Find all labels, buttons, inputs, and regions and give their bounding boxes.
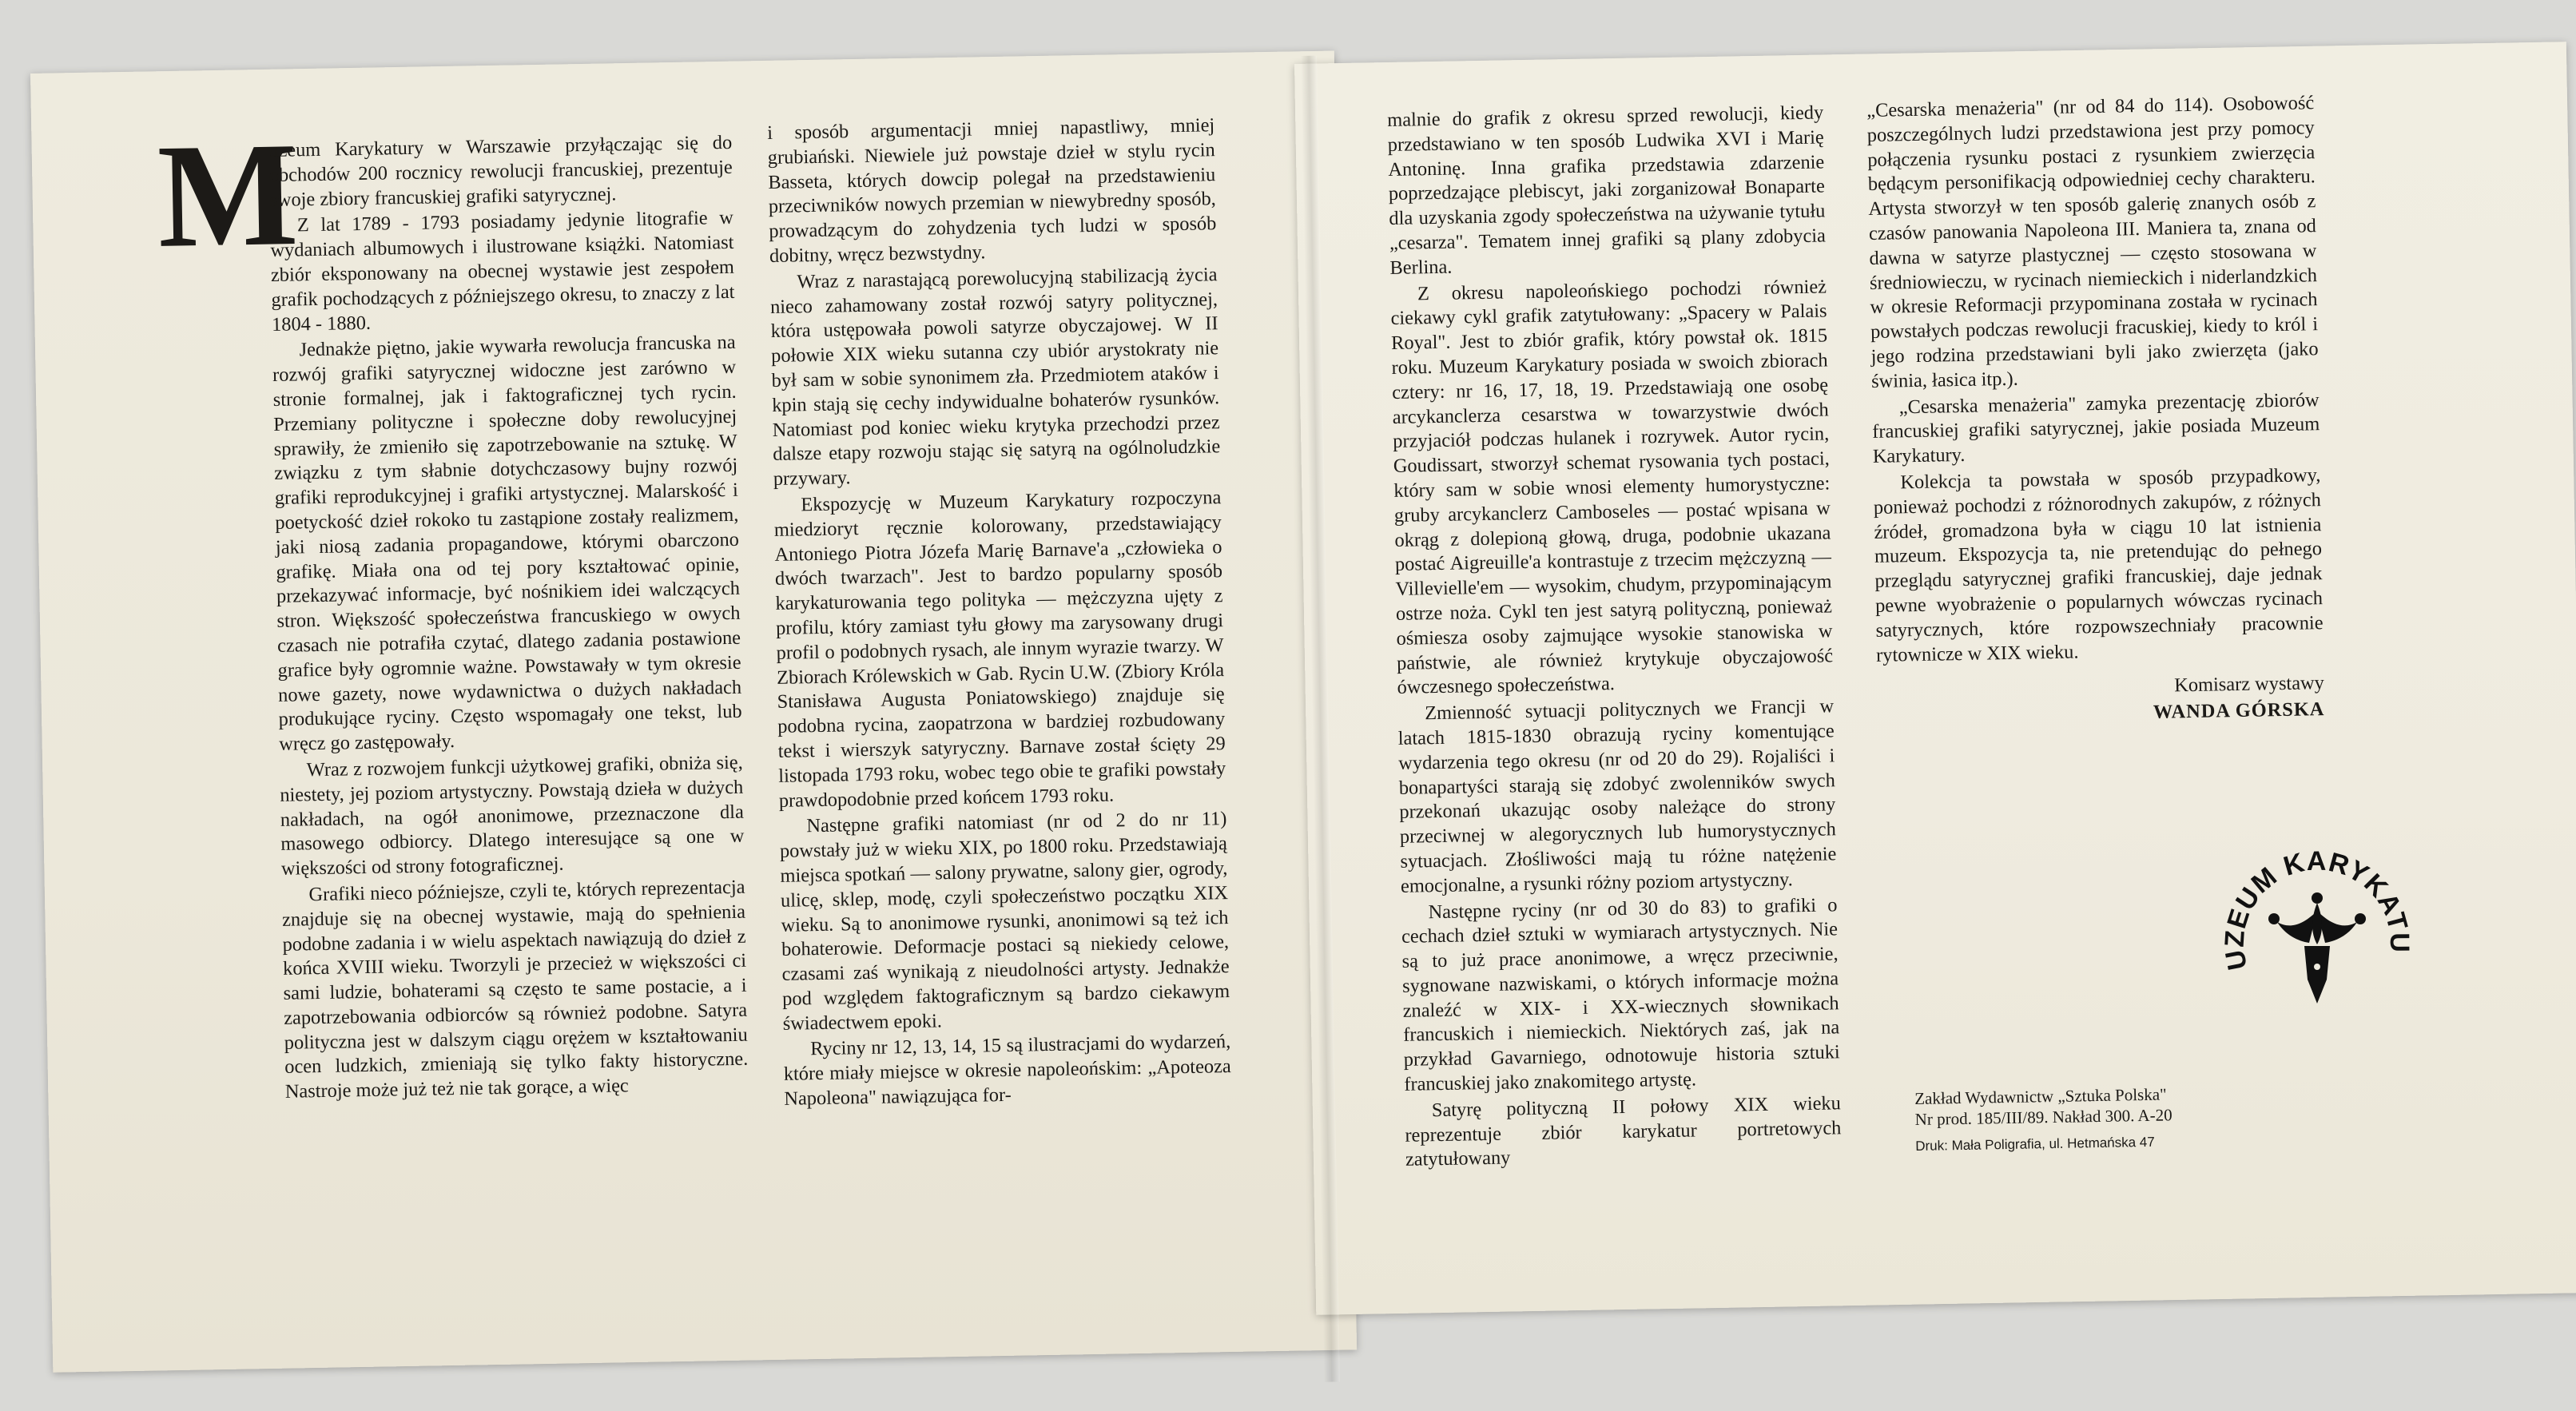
column-2 (767, 113, 1232, 1113)
logo-text: UZEUM KARYKATU (2221, 845, 2413, 973)
paragraph: Ekspozycję w Muzeum Karykatury rozpoczyna miedzioryt ręcznie kolorowany, przedstawiający Antoniego Piotra Józefa Marię Barnave'a „człowieka o dwóch twarzach". Jest to bardzo popularny sposób karykaturowania tego polityka — mężczyzna ujęty z profilu, który zamiast tyłu głowy ma zarysowany drugi profil o podobnych rysach, ale innym wyrazie twarzy. W Zbiorach Królewskich w Gab. Rycin U.W. (Zbiory Króla Stanisława Augusta Poniatowskiego) znajduje się podobna rycina, zaopatrzona w bardziej rozbudowany tekst i wierszyk satyryczny. Barnave został ścięty 29 listopada 1793 roku, wobec tego obie te grafiki powstały prawdopodobnie przed końcem 1793 roku. (773, 487, 1226, 812)
paragraph: „Cesarska menażeria" zamyka prezentację zbiorów francuskiej grafiki satyrycznej, jakie posiada Muzeum Karykatury. (1872, 388, 2320, 468)
jester-hat-pen-icon (2221, 839, 2413, 1047)
paragraph: uzeum Karykatury w Warszawie przyłączając się do obchodów 200 rocznicy rewolucji francuskiej, prezentuje swoje zbiory francuskiej grafiki satyrycznej. (268, 131, 733, 211)
paragraph: Kolekcja ta powstała w sposób przypadkowy, ponieważ pochodzi z różnorodnych zakupów, z różnych źródeł, gromadzona była w ciągu 10 lat istnienia muzeum. Ekspozycja ta, nie pretendując do pełnego przeglądu satyrycznej grafiki francuskiej, daje jednak pewne wyobrażenie o popularnych wówczas rycinach satyrycznych, które rozpowszechniały pracownie rytownicze w XIX wieku. (1873, 464, 2324, 666)
paragraph: Następne ryciny (nr od 30 do 83) to grafiki o cechach dzieł sztuki w wymiarach artystycznych. Nie są to już prace anonimowe, a wręcz przeciwnie, sygnowane nazwiskami, o których informacje można znaleźć w XIX- i XX-wiecznych słownikach francuskich i niemieckich. Niektórych zaś, jak na przykład Gavarniego, odnotowuje historia sztuki francuskiej jako znakomitego artystę. (1401, 893, 1840, 1095)
column-3 (1387, 101, 1842, 1175)
paragraph: Jednakże piętno, jakie wywarła rewolucja francuska na rozwój grafiki satyrycznej widoczne jest zarówno w stronie formalnej, jak i faktograficznej tych rycin. Przemiany polityczne i społeczne doby rewolucyjnej sprawiły, że zmieniło się zapotrzebowanie na sztukę. W związku z tym słabnie dotychczasowy bujny rozwój grafiki reprodukcyjnej i grafiki artystycznej. Malarskość i poetyckość dzieł rokoko tu zastąpione zostały realizmem, jaki niosą zadania propagandowe, którymi obarczono grafikę. Miała ona od tej pory kształtować opinie, przekazywać informacje, być nośnikiem idei walczących stron. Większość społeczeństwa francuskiego w owych czasach nie potrafiła czytać, dlatego zadania postawione grafice były ogromnie ważne. Powstawały w tym okresie nowe gazety, nowe wydawnictwa o dużych nakładach produkujące ryciny. Często wspomagały one tekst, lub wręcz go zastępowały. (272, 332, 742, 756)
paragraph: „Cesarska menażeria" (nr od 84 do 114). Osobowość poszczególnych ludzi przedstawiona jest przy pomocy połączenia rysunku postaci z rysunkiem zwierzęcia będącym personifikacją odpowiedniej cechy charakteru. Artysta stworzył w ten sposób galerię znanych osób z czasów panowania Napoleona III. Maniera ta, znana od dawna w satyrze plastycznej — często stosowana w średniowieczu, w rycinach niemieckich i niderlandzkich w okresie Reformacji przypominana została w rycinach powstałych podczas rewolucji fracuskiej, kiedy to król i jego rodzina przedstawiani byli jako zwierzęta (jako świnia, łasica itp.). (1866, 92, 2319, 392)
paragraph: malnie do grafik z okresu sprzed rewolucji, kiedy przedstawiano w ten sposób Ludwika XVI i Marię Antoninę. Inna grafika przedstawia zdarzenie poprzedzające plebiscyt, jaki zorganizował Bonaparte dla uzyskania zgody społeczeństwa na używanie tytułu „cesarza". Tematem innej grafiki są plany zdobycia Berlina. (1387, 101, 1827, 279)
imprint-printer: Druk: Mała Poligrafia, ul. Hetmańska 47 (1915, 1134, 2155, 1154)
paragraph: Satyrę polityczną II połowy XIX wieku reprezentuje zbiór karykatur portretowych zatytułowany (1405, 1092, 1842, 1171)
paragraph: Zmienność sytuacji politycznych we Francji w latach 1815-1830 obrazują ryciny komentujące wydarzenia tego okresu (nr od 20 do 29). Rojaliści i bonapartyści starają się zdobyć zwolenników swych przekonań ukazując osoby należące do strony przeciwnej w alegorycznych lub humorystycznych sytuacjach. Złośliwości mają tu różne natężenie emocjonalne, a rysunki różny poziom artystyczny. (1397, 695, 1837, 897)
signature-name: WANDA GÓRSKA (2153, 698, 2325, 723)
column-4 (1866, 91, 2325, 732)
museum-logo (2221, 839, 2413, 1047)
paragraph: Ryciny nr 12, 13, 14, 15 są ilustracjami do wydarzeń, które miały miejsce w okresie napoleońskim: „Apoteoza Napoleona" nawiązująca for- (783, 1031, 1231, 1110)
column-1 (268, 131, 749, 1107)
paragraph: Wraz z narastającą porewolucyjną stabilizacją życia nieco zahamowany został rozwój satyry politycznej, która ustępowała powoli satyrze obyczajowej. W II połowie XIX wieku sutanna czy ubiór arystokraty nie był sam w sobie synonimem zła. Przedmiotem ataków i kpin stają się cechy indywidualne bohaterów rysunków. Natomiast pod koniec wieku krytyka przechodzi przez dalsze etapy rozwoju stając się satyrą na ogólnoludzkie przywary. (769, 263, 1221, 491)
paragraph: Następne grafiki natomiast (nr od 2 do nr 11) powstały już w wieku XIX, po 1800 roku. Przedstawiają miejsca spotkań — salony prywatne, salony gier, ogrody, ulicę, sklep, modę, czyli społeczeństwo początku XIX wieku. Są to anonimowe rysunki, anonimowi są też ich bohaterowie. Deformacje postaci są niekiedy celowe, czasami zaś wynikają z nieudolności artysty. Jednakże pod względem faktograficznym są bardzo ciekawym świadectwem epoki. (779, 808, 1230, 1035)
imprint-production: Nr prod. 185/III/89. Nakład 300. A-20 (1914, 1105, 2173, 1129)
paragraph: Z okresu napoleońskiego pochodzi również ciekawy cykl grafik zatytułowany: „Spacery w Palais Royal". Jest to zbiór grafik, który powstał ok. 1815 roku. Muzeum Karykatury posiada w swoich zbiorach cztery: nr 16, 17, 18, 19. Przedstawiają one osobę arcykanclerza cesarstwa w towarzystwie dwóch przyjaciół podczas hulanek i rozrywek. Autor rycin, Goudissart, stworzył schemat rysowania tych postaci, który sam w sobie wnosi elementy humorystyczne: gruby arcykanclerz Camboseles — postać wpisana w okrąg z dolepioną głową, druga, podobnie ukazana postać Aigreuille'a kontrastuje z trzecim mężczyzną — Villevielle'em — wysokim, chudym, przypominającym ostrze noża. Cykl ten jest satyrą polityczną, ponieważ ośmiesza osoby zajmujące wysokie stanowiska w państwie, ale również krytykuje obyczajowość ówczesnego społeczeństwa. (1390, 276, 1834, 699)
imprint (1914, 1082, 2291, 1157)
signature-role: Komisarz wystawy (2173, 672, 2325, 697)
paragraph: Wraz z rozwojem funkcji użytkowej grafiki, obniża się, niestety, jej poziom artystyczny. Powstają dzieła w dużych nakładach, na ogół anonimowe, przeznaczone dla masowego odbiorcy. Dlatego interesujące są one w większości od strony fotograficznej. (280, 751, 745, 880)
paragraph: i sposób argumentacji mniej napastliwy, mniej grubiański. Niewiele już powstaje dzieł w stylu rycin Basseta, których dowcip polegał na przedstawieniu przeciwników nowych przemian w niewybredny sposób, prowadzącym do zohydzenia tych ludzi w sposób dobitny, wręcz bezwstydny. (767, 114, 1217, 267)
paragraph: Grafiki nieco późniejsze, czyli te, których reprezentacja znajduje się na obecnej wystawie, mają do spełnienia podobne zadania i w wielu aspektach nawiązują do dzieł z końca XVIII wieku. Tworzyli je przecież w większości ci sami ludzie, bohaterami są często te same postacie, a i zapotrzebowania odbiorców są również podobne. Satyra polityczna jest w dalszym ciągu orężem w kształtowaniu ocen ludzkich, zmieniają się tylko fakty historyczne. Nastroje może już też nie tak gorące, a więc (281, 876, 749, 1103)
drop-cap: M (156, 111, 300, 279)
paragraph: Z lat 1789 - 1793 posiadamy jedynie litografie w wydaniach albumowych i ilustrowane książki. Natomiast zbiór eksponowany na obecnej wystawie jest zespołem grafik pochodzących z późniejszego okresu, to znaczy z lat 1804 - 1880. (270, 207, 735, 336)
imprint-publisher: Zakład Wydawnictw „Sztuka Polska" (1914, 1084, 2167, 1108)
